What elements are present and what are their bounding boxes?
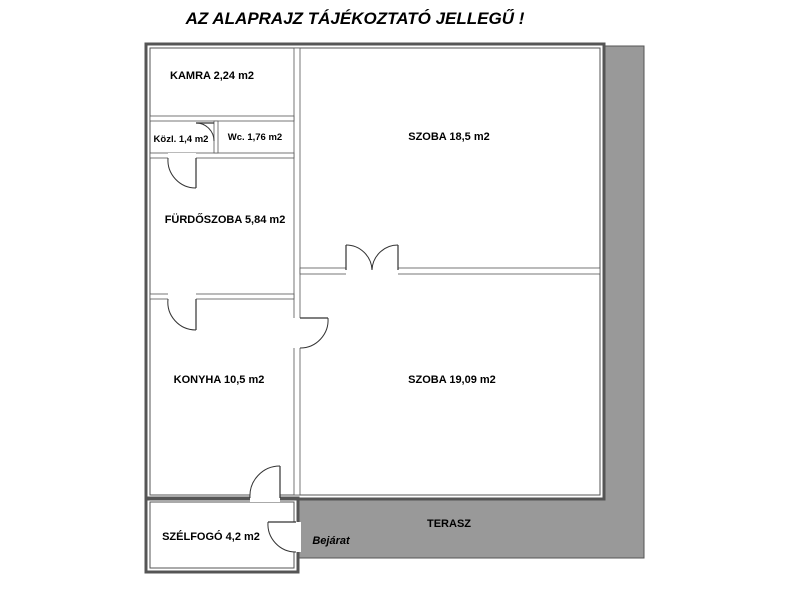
wall-kozl-wc — [214, 121, 218, 153]
label-wc: Wc. 1,76 m2 — [227, 132, 283, 143]
wall-kamra-bottom — [150, 116, 294, 121]
door-room1-arc-right — [372, 245, 398, 270]
label-terasz: TERASZ — [427, 518, 471, 530]
door-bathroom-arc — [168, 158, 196, 188]
wall-between-rooms — [300, 268, 600, 274]
door-vestibule-arc — [250, 466, 280, 498]
label-konyha: KONYHA 10,5 m2 — [173, 374, 265, 386]
terrace-area — [298, 46, 644, 558]
door-room2-arc — [300, 318, 328, 348]
label-kozl: Közl. 1,4 m2 — [153, 134, 209, 145]
door-entrance-arc — [268, 522, 296, 552]
plan-title: AZ ALAPRAJZ TÁJÉKOZTATÓ JELLEGŰ ! — [185, 9, 525, 28]
wall-left-column — [294, 48, 300, 495]
label-szoba-1: SZOBA 18,5 m2 — [408, 131, 490, 143]
label-szoba-2: SZOBA 19,09 m2 — [408, 374, 496, 386]
label-kamra: KAMRA 2,24 m2 — [170, 70, 254, 82]
door-room1-arc-left — [346, 245, 372, 270]
label-szelfogo: SZÉLFOGÓ 4,2 m2 — [162, 531, 260, 543]
label-entrance: Bejárat — [312, 535, 350, 547]
door-kitchen-arc — [168, 299, 196, 330]
label-furdoszoba: FÜRDŐSZOBA 5,84 m2 — [164, 214, 286, 226]
